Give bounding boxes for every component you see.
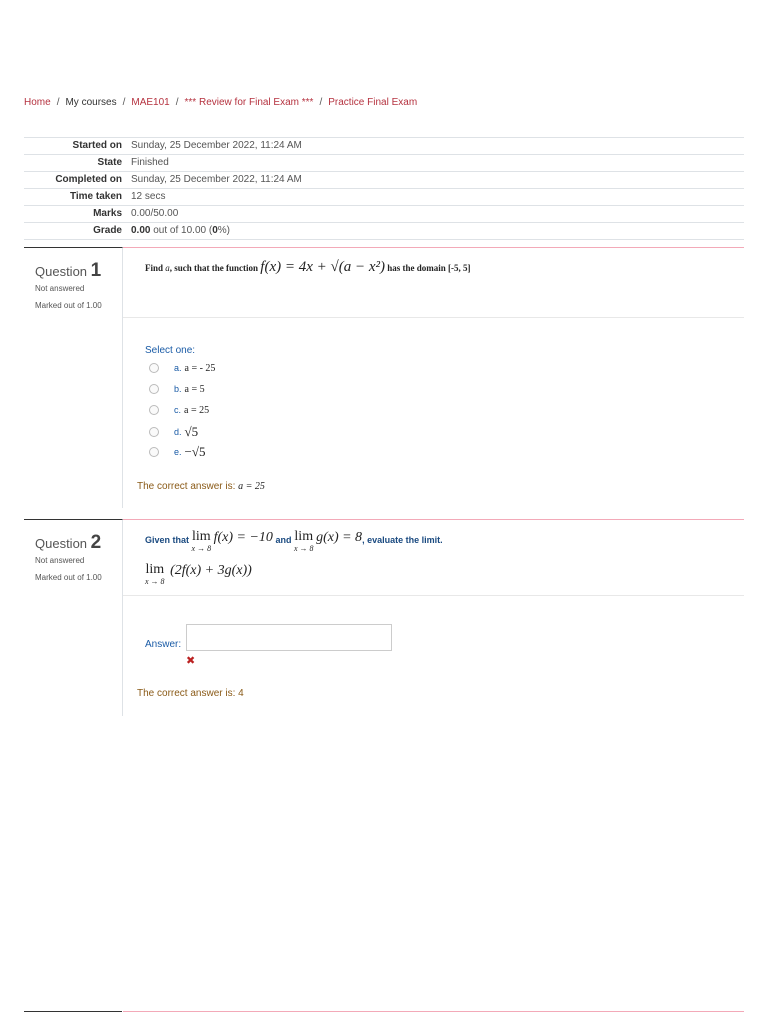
question-text: Given that lim x → 8 f(x) = −10 and lim x → 8 g(x) = 8, evaluate the limit.: [145, 529, 443, 553]
summary-row-state: [24, 155, 744, 172]
option-d[interactable]: d. √5: [145, 425, 198, 439]
next-question-info-border: [24, 1011, 122, 1012]
question-grade: Marked out of 1.00: [35, 301, 102, 310]
question-2-content: [123, 519, 744, 716]
correct-answer-feedback: The correct answer is: a = 25: [137, 481, 265, 492]
question-number: Question 2: [35, 532, 102, 553]
summary-label: State: [97, 157, 122, 168]
incorrect-icon: ✖: [186, 655, 196, 667]
grade-out-of: out of 10.00 (: [150, 225, 213, 236]
option-c[interactable]: c. a = 25: [145, 403, 209, 417]
option-a[interactable]: a. a = - 25: [145, 361, 215, 375]
breadcrumb-course[interactable]: MAE101: [131, 97, 170, 108]
radio-button[interactable]: [149, 447, 159, 457]
select-one-prompt: Select one:: [145, 345, 196, 356]
summary-label: Completed on: [55, 174, 122, 185]
radio-button[interactable]: [149, 363, 159, 373]
summary-label: Marks: [93, 208, 122, 219]
question-2-info: [24, 519, 123, 716]
summary-value: [122, 223, 230, 239]
option-e[interactable]: e. −√5: [145, 445, 205, 459]
summary-label: Grade: [93, 225, 122, 236]
breadcrumb: [24, 97, 417, 108]
summary-row-grade: [24, 223, 744, 240]
radio-button[interactable]: [149, 427, 159, 437]
summary-value: Sunday, 25 December 2022, 11:24 AM: [131, 174, 302, 185]
summary-row-time-taken: [24, 189, 744, 206]
breadcrumb-my-courses: My courses: [65, 97, 117, 108]
question-status: Not answered: [35, 556, 85, 565]
correct-answer-feedback: The correct answer is: 4: [137, 688, 244, 699]
question-1-info: [24, 247, 123, 508]
limit-operator: lim x → 8: [145, 562, 165, 586]
summary-row-completed: [24, 172, 744, 189]
next-question-content-border: [123, 1011, 744, 1012]
summary-label: Started on: [72, 140, 122, 151]
breadcrumb-separator: /: [122, 97, 126, 108]
radio-button[interactable]: [149, 405, 159, 415]
summary-value: 12 secs: [131, 191, 166, 202]
limit-operator: lim x → 8: [191, 529, 212, 553]
breadcrumb-quiz[interactable]: Practice Final Exam: [328, 97, 418, 108]
radio-button[interactable]: [149, 384, 159, 394]
summary-row-started: [24, 138, 744, 155]
question-formula: f(x) = 4x + √(a − x²): [260, 259, 385, 275]
summary-value: Finished: [131, 157, 169, 168]
question-number: Question 1: [35, 260, 102, 281]
breadcrumb-home[interactable]: Home: [24, 97, 51, 108]
breadcrumb-separator: /: [56, 97, 60, 108]
answer-label: Answer:: [145, 639, 182, 650]
grade-score: 0.00: [131, 225, 151, 236]
attempt-summary-table: [24, 137, 744, 240]
summary-row-marks: [24, 206, 744, 223]
breadcrumb-separator: /: [319, 97, 323, 108]
question-status: Not answered: [35, 284, 85, 293]
summary-label: Time taken: [69, 191, 122, 202]
question-grade: Marked out of 1.00: [35, 573, 102, 582]
limit-expression: lim x → 8 (2f(x) + 3g(x)): [145, 562, 252, 586]
option-b[interactable]: b. a = 5: [145, 382, 205, 396]
summary-value: Sunday, 25 December 2022, 11:24 AM: [131, 140, 302, 151]
question-text: Find a, such that the function f(x) = 4x + √(a − x²) has the domain [-5, 5]: [145, 259, 471, 275]
grade-percent-sign: %): [217, 225, 230, 236]
answer-input[interactable]: [186, 624, 392, 651]
divider: [123, 595, 744, 596]
breadcrumb-separator: /: [175, 97, 179, 108]
breadcrumb-section[interactable]: *** Review for Final Exam ***: [184, 97, 314, 108]
limit-operator: lim x → 8: [293, 529, 314, 553]
summary-value: 0.00/50.00: [131, 208, 179, 219]
divider: [123, 317, 744, 318]
grade-percent: 0: [212, 225, 218, 236]
question-1-content: [123, 247, 744, 508]
